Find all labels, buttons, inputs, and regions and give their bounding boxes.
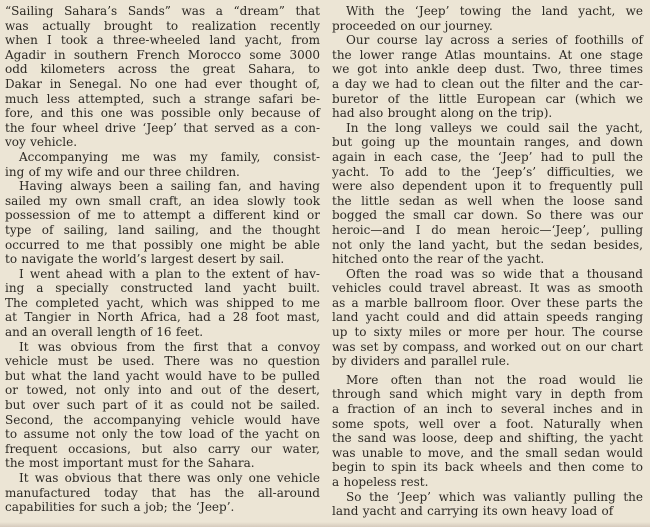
text-line: ing a specially constructed land yacht built.: [5, 281, 320, 296]
text-line: by dividers and parallel rule.: [332, 354, 510, 369]
text-line: had also brought along on the trip).: [332, 106, 553, 121]
text-line: Second, the accompanying vehicle would have: [5, 412, 320, 427]
text-line: bogged the small car down. So there was our: [332, 208, 643, 223]
text-line: some spots, well over a foot. Naturally when: [332, 416, 643, 431]
text-line: again in each case, the ‘Jeep’ had to pull the: [332, 149, 643, 164]
text-line: was set by compass, and worked out on our chart: [332, 339, 643, 354]
paragraph: [5, 340, 320, 471]
paragraph: [332, 4, 643, 33]
scanned-article-page: [0, 4, 650, 527]
text-line: occurred to me that possibly one might be able: [5, 237, 320, 252]
right-column: [332, 4, 643, 519]
text-line: land yacht and carrying its own heavy load of: [332, 504, 614, 519]
text-line: when I took a three-wheeled land yacht, from: [5, 33, 320, 48]
text-line: It was obvious from the first that a convoy: [19, 339, 320, 354]
text-line: through sand which might vary in depth from: [332, 387, 643, 402]
text-line: sailed my own small craft, an idea slowly took: [5, 193, 320, 208]
text-line: at Tangier in North Africa, had a 28 foot mast,: [5, 310, 320, 325]
text-line: not only the land yacht, but the sedan besides,: [332, 237, 643, 252]
paragraph: [5, 150, 320, 179]
text-line: vehicles could travel abreast. It was as smooth: [332, 281, 643, 296]
text-line: was actually brought to realization recently: [5, 18, 320, 33]
paragraph: [332, 490, 643, 519]
text-line: up to sixty miles or more per hour. The course: [332, 325, 643, 340]
paragraph: [332, 33, 643, 121]
text-line: to navigate the world’s largest desert by sail.: [5, 252, 285, 267]
text-line: much less attempted, such a strange safari be-: [5, 91, 320, 106]
text-line: Dakar in Senegal. No one had ever thought of,: [5, 76, 320, 91]
paragraph: [5, 4, 320, 150]
text-line: fore, and this one was possible only because of: [5, 106, 320, 121]
text-line: manufactured today that has the all-around: [5, 485, 320, 500]
text-line: More often than not the road would lie: [346, 372, 643, 387]
text-line: Often the road was so wide that a thousand: [346, 266, 643, 281]
text-line: In the long valleys we could sail the yacht,: [346, 120, 643, 135]
text-line: but over such part of it as could not be sailed.: [5, 398, 320, 413]
paragraph: [332, 267, 643, 369]
text-line: a fraction of an inch to several inches and in: [332, 402, 643, 417]
text-line: a hopeless rest.: [332, 475, 429, 489]
text-line: Our course lay across a series of foothills of: [346, 33, 643, 48]
text-line: a day we had to clean out the filter and the car-: [332, 76, 643, 91]
text-line: the four wheel drive ‘Jeep’ that served as a con-: [5, 120, 320, 135]
text-line: as a marble ballroom floor. Over these parts the: [332, 295, 643, 310]
text-line: we got into ankle deep dust. Two, three times: [332, 62, 643, 77]
text-line: yacht. To add to the ‘Jeep’s’ difficulties, we: [332, 164, 643, 179]
text-line: or towed, not only into and out of the desert,: [5, 383, 320, 398]
text-line: With the ‘Jeep’ towing the land yacht, we: [346, 4, 643, 18]
text-line: odd kilometers across the great Sahara, to: [5, 62, 320, 77]
text-line: but going up the mountain ranges, and down: [332, 135, 643, 150]
text-line: proceeded on our journey.: [332, 18, 493, 33]
text-line: the sand was loose, deep and shifting, the yacht: [332, 431, 643, 446]
text-line: type of sailing, land sailing, and the thought: [5, 222, 320, 237]
text-line: and an overall length of 16 feet.: [5, 325, 204, 340]
text-line: Having always been a sailing fan, and having: [19, 179, 320, 194]
text-line: heroic—and I do mean heroic—‘Jeep’, pulling: [332, 222, 643, 237]
text-line: So the ‘Jeep’ which was valiantly pulling the: [346, 489, 643, 504]
text-line: but what the land yacht would have to be pulled: [5, 368, 320, 383]
paragraph: [5, 179, 320, 267]
text-line: the most important must for the Sahara.: [5, 456, 255, 471]
text-line: voy vehicle.: [5, 135, 78, 150]
text-line: the little sedan as well when the loose sand: [332, 193, 643, 208]
text-line: buretor of the little European car (which we: [332, 91, 643, 106]
text-line: was unable to move, and the small sedan would: [332, 445, 643, 460]
paragraph: [332, 121, 643, 267]
text-line: vehicle must be used. There was no question: [5, 354, 320, 369]
text-line: capabilities for such a job; the ‘Jeep’.: [5, 500, 235, 515]
text-line: begin to spin its back wheels and then come to: [332, 460, 643, 475]
text-line: Accompanying me was my family, consist-: [19, 149, 320, 164]
text-line: It was obvious that there was only one vehicle: [19, 471, 320, 485]
paragraph: [5, 471, 320, 515]
text-line: were also dependent upon it to frequently pull: [332, 179, 643, 194]
paragraph: [332, 373, 643, 490]
text-line: hitched onto the rear of the yacht.: [332, 252, 545, 267]
left-column: [5, 4, 320, 515]
text-line: Agadir in southern French Morocco some 3000: [5, 47, 320, 62]
text-line: “Sailing Sahara’s Sands” was a “dream” that: [5, 4, 320, 18]
text-line: I went ahead with a plan to the extent of hav-: [19, 266, 320, 281]
text-line: possession of me to attempt a different kind or: [5, 208, 320, 223]
text-line: the lower range Atlas mountains. At one stage: [332, 47, 643, 62]
text-line: ing of my wife and our three children.: [5, 164, 240, 179]
text-line: land yacht could and did attain speeds ranging: [332, 310, 643, 325]
text-line: to assume not only the tow load of the yacht on: [5, 427, 320, 442]
text-line: The completed yacht, which was shipped to me: [5, 295, 320, 310]
text-line: frequent occasions, but also carry our water,: [5, 441, 320, 456]
paragraph: [5, 267, 320, 340]
